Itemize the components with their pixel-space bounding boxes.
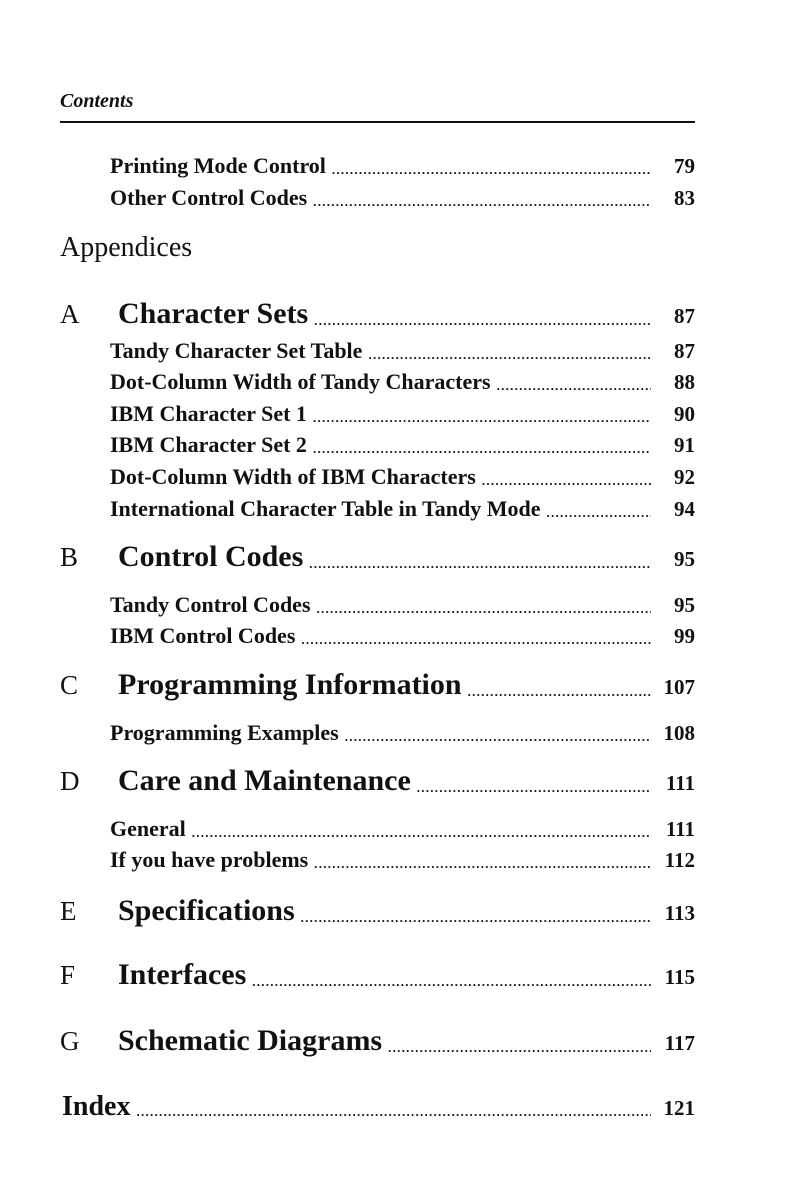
toc-entry[interactable] [110, 464, 695, 490]
toc-entry[interactable] [110, 153, 695, 179]
appendix-page: 95 [674, 547, 695, 571]
appendix-page: 107 [663, 675, 695, 699]
dot-leader [252, 960, 651, 993]
dot-leader [468, 670, 651, 703]
toc-entry-title: General [110, 816, 186, 841]
appendix-page: 115 [664, 965, 695, 989]
toc-entry-title: Tandy Character Set Table [110, 338, 363, 363]
toc-entry[interactable] [110, 592, 695, 618]
appendix-letter: B [60, 542, 79, 572]
toc-entry[interactable] [110, 623, 695, 649]
toc-entry[interactable] [110, 720, 695, 746]
toc-entry-page: 92 [674, 465, 695, 489]
toc-entry[interactable] [110, 847, 695, 873]
dot-leader [313, 433, 651, 457]
dot-leader [313, 186, 651, 210]
dot-leader [317, 593, 651, 617]
toc-entry-title: If you have problems [110, 847, 309, 872]
appendix-letter: D [60, 766, 80, 796]
toc-entry-title: International Character Table in Tandy Mode [110, 496, 541, 521]
toc-entry-title: IBM Character Set 2 [110, 432, 307, 457]
dot-leader [482, 465, 651, 489]
header-rule [60, 121, 695, 123]
running-header: Contents [60, 90, 134, 112]
toc-entry-title: IBM Control Codes [110, 623, 296, 648]
toc-entry-page: 95 [674, 593, 695, 617]
appendix-title: Specifications [118, 894, 295, 927]
toc-entry-page: 94 [674, 497, 695, 521]
index-page: 121 [663, 1096, 695, 1120]
index-entry[interactable] [62, 1091, 695, 1123]
dot-leader [314, 299, 651, 332]
toc-entry-page: 108 [663, 721, 695, 745]
toc-entry-title: Other Control Codes [110, 185, 308, 210]
appendix-letter: C [60, 670, 79, 700]
appendix-title: Schematic Diagrams [118, 1024, 383, 1057]
appendix-title: Interfaces [118, 958, 247, 991]
dot-leader [388, 1026, 651, 1059]
dot-leader [332, 154, 651, 178]
dot-leader [192, 817, 651, 841]
appendix-entry-g[interactable] [60, 1024, 695, 1058]
appendix-letter: A [60, 299, 80, 329]
appendix-page: 117 [664, 1031, 695, 1055]
appendix-entry-e[interactable] [60, 894, 695, 928]
dot-leader [417, 766, 651, 799]
appendix-entry-c[interactable] [60, 668, 695, 702]
toc-entry-page: 99 [674, 624, 695, 648]
toc-entry-title: Tandy Control Codes [110, 592, 311, 617]
appendix-title: Control Codes [118, 540, 304, 573]
dot-leader [368, 339, 651, 363]
dot-leader [313, 402, 651, 426]
toc-entry-title: Printing Mode Control [110, 153, 326, 178]
appendix-letter: G [60, 1026, 80, 1056]
toc-entry-title: IBM Character Set 1 [110, 401, 307, 426]
toc-entry-page: 91 [674, 433, 695, 457]
toc-entry-title: Dot-Column Width of IBM Characters [110, 464, 476, 489]
appendix-title: Character Sets [118, 297, 309, 330]
toc-entry[interactable] [110, 432, 695, 458]
toc-entry[interactable] [110, 816, 695, 842]
toc-entry[interactable] [110, 185, 695, 211]
appendix-entry-a[interactable] [60, 297, 695, 331]
appendix-page: 111 [665, 771, 695, 795]
toc-entry-page: 79 [674, 154, 695, 178]
toc-entry-page: 88 [674, 370, 695, 394]
toc-entry-page: 83 [674, 186, 695, 210]
dot-leader [314, 848, 651, 872]
appendix-title: Care and Maintenance [118, 764, 411, 797]
dot-leader [345, 721, 651, 745]
toc-entry-page: 90 [674, 402, 695, 426]
appendix-letter: F [60, 960, 76, 990]
appendix-entry-b[interactable] [60, 540, 695, 574]
appendix-page: 87 [674, 304, 695, 328]
appendix-entry-d[interactable] [60, 764, 695, 798]
dot-leader [497, 370, 651, 394]
toc-entry-page: 111 [665, 817, 695, 841]
appendices-heading: Appendices [60, 232, 193, 263]
index-title: Index [62, 1091, 131, 1122]
toc-entry[interactable] [110, 338, 695, 364]
toc-entry[interactable] [110, 496, 695, 522]
toc-entry[interactable] [110, 369, 695, 395]
dot-leader [301, 896, 651, 929]
appendix-page: 113 [664, 901, 695, 925]
dot-leader [136, 1092, 651, 1123]
toc-entry-title: Programming Examples [110, 720, 339, 745]
appendix-entry-f[interactable] [60, 958, 695, 992]
dot-leader [301, 624, 651, 648]
dot-leader [547, 497, 652, 521]
appendix-title: Programming Information [118, 668, 462, 701]
dot-leader [309, 542, 651, 575]
toc-entry-page: 87 [674, 339, 695, 363]
toc-entry-title: Dot-Column Width of Tandy Characters [110, 369, 491, 394]
toc-entry-page: 112 [664, 848, 695, 872]
appendix-letter: E [60, 896, 77, 926]
toc-entry[interactable] [110, 401, 695, 427]
